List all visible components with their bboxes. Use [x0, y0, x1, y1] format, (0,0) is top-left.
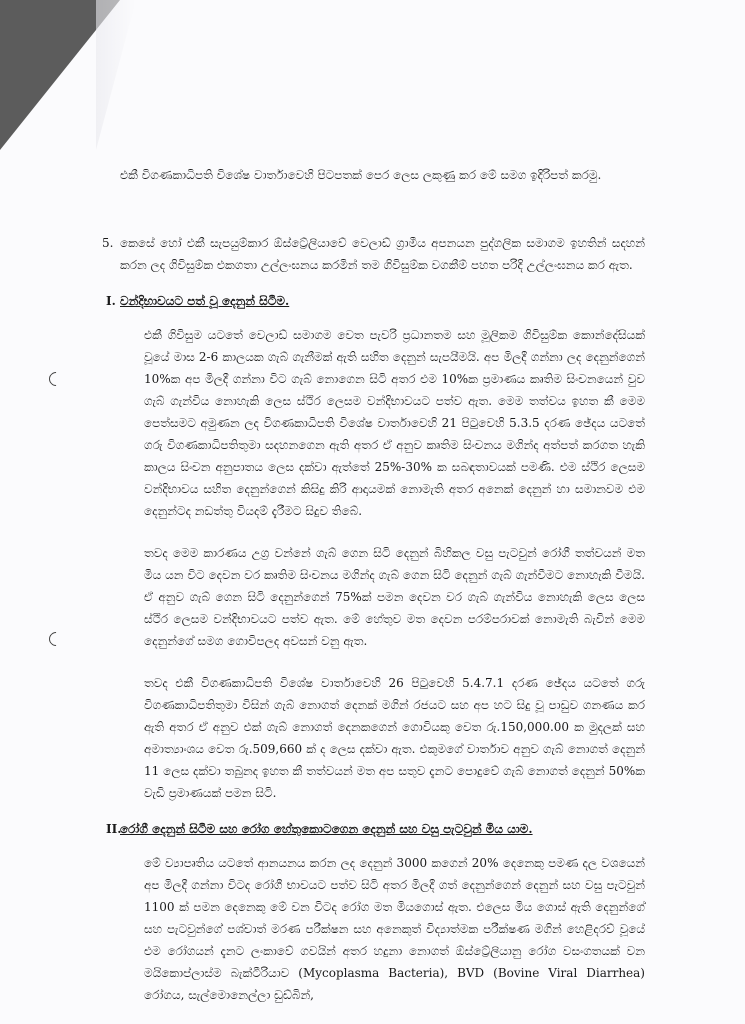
section-2-numeral: II.	[106, 822, 122, 836]
section-1-numeral: I.	[106, 294, 116, 308]
section-1-title: වන්දිභාවයට පත් වූ දෙනුන් සිටීම.	[120, 294, 290, 308]
section-2-paragraph-1: මේ ව්‍යාපෘතිය යටතේ ආනයනය කරන ලද දෙනුන් 3000 කගෙන් 20% දෙනෙකු පමණ දල වශයෙන් අප මිලදී ගන්නා විටද රෝගී භාවයට පත්ව සිටි අතර මිලදී ගත් දෙනුන්ගෙන් දෙනුන් සහ වසු පැටවුන් 1100 ක් පමන දෙනෙකු මේ වන විටද රෝග මත මියගොස් ඇත. එලෙස මිය ගොස් ඇති දෙනුන්ගේ සහ පැටවුන්ගේ පශ්චාත් මරණ පරීක්ෂන සහ අනෙකුත් විද්‍යාත්මක පරීක්ෂණ මගින් හෙළිදරව් වූයේ එම රෝගයන් දැනට ලංකාවේ ගවයින් අතර හදුනා නොගත් ඕස්ට්‍රේලියානු රෝග වසංගතයක් වන මයිකොප්ලාස්ම බැක්ටීරියාව (Mycoplasma Bacteria), BVD (Bovine Viral Diarrhea) රෝගය, සැල්මොනෙල්ලා ඩුඩ්බින්,	[144, 856, 645, 1002]
section-1-paragraph-3: තවද එකී විගණකාධිපති විශේෂ වාර්තාවෙහි 26 පිටුවෙහි 5.4.7.1 දරණ ඡේදය යටතේ ගරු විගණකාධිපතිතුමා විසින් ගැබ් නොගත් දෙනක් මගින් රජයට සහ අප හට සිදු වූ පාඩුව ගනණය කර ඇති අතර ඒ අනුව එක් ගැබ් නොගත් දෙනකගෙන් ගොවියකු වෙත රු.150,000.00 ක මුදලක් සහ අමාත්‍යාංශය වෙත රු.509,660 ක් ද ලෙස දක්වා ඇත. එකුමගේ වාර්තාව අනුව ගැබ් නොගත් දෙනුන් 11 ලෙස දක්වා තබුනද ඉහත කී තත්වයන් මත අප සතුව දැනට පොදුවේ ගැබ් නොගත් දෙනුන් 50%ක වැඩි ප්‍රමාණයක් පමන සිටි.	[144, 676, 645, 800]
punch-hole-top	[46, 369, 66, 389]
section-1-paragraph-2: තවද මෙම කාරණය උග්‍ර වන්නේ ගැබ් ගෙන සිටි දෙනුන් බිහිකල වසු පැටවුන් රෝගී තත්වයන් මත මිය යන විට දෙවන වර කෘතිම සිංචනය මගින්ද ගැබ් ගෙන සිටි දෙනුන් ගැබ් ගැන්වීමට නොහැකි වීමයි. ඒ අනුව ගැබ් ගෙන සිටි දෙනුන්ගෙන් 75%ක් පමන දෙවන වර ගැබ් ගැන්විය නොහැකි ලෙස ලෙස ස්ථිර ලෙසම වන්දිභාවයට පත්ව ඇත. මේ හේතුව මත දෙවන පරම්පරාවක් නොමැති බැවින් මෙම දෙනුන්ගේ සමග ගොවිපලද අවසන් වනු ඇත.	[144, 546, 645, 648]
section-2-title: රෝගී දෙනුන් සිටීම සහ රෝග හේතුකොටගෙන දෙනුන් සහ වසු පැටවුන් මිය යාම.	[120, 822, 533, 836]
item-5-text: කෙසේ හෝ එකී සැපයුම්කාර ඕස්ට්‍රේලියාවේ වෙලාඩ් ග්‍රාමීය අපනයන පුද්ගලික සමාගම ඉහතින් සදහන් කරන ලද ගිවිසුම්ක එකගතා උල්ලංඝනය කරමින් තම ගිවිසුම්ක වගකීම් පහත පරිදි උල්ලංඝනය කර ඇත.	[120, 236, 645, 272]
fold-shadow	[96, 0, 136, 150]
numbered-item-5	[102, 232, 645, 276]
punch-hole-bottom	[46, 629, 66, 649]
section-heading-1	[106, 290, 645, 312]
section-heading-2	[106, 818, 645, 840]
document-body	[102, 150, 645, 1006]
intro-paragraph: එකී විගණකාධිපති විශේෂ වාර්තාවෙහි පිටපතක් පෙර ලෙස ලකුණු කර මේ සමග ඉදිරිපත් කරමු.	[120, 168, 602, 182]
section-1-paragraph-1: එකී ගිවිසුම යටතේ වෙලාඩ් සමාගම වෙත පැවරි ප්‍රධානතම සහ මූලිකම ගිවිසුම්ක කොන්දේසියක් වූයේ මාස 2-6 කාලයක ගැබ් ගැනීමක් ඇති සහිත දෙනුන් සැපයීමයි. අප මිලදී ගන්නා ලද දෙනුන්ගෙන් 10%ක අප මිලදී ගන්නා විට ගැබ් නොගෙන සිටි අතර එම 10%ක ප්‍රමාණය කෘතිම සිංචනයෙන් වුව ගැබ් ගැන්විය නොහැකි ලෙස ස්ථිර ලෙසම වන්දිභාවයට පත්ව ඇත. මෙම තත්වය ඉහත කී මෙම පෙත්සමට අමුණන ලද විගණකාධිපති විශේෂ වාර්තාවෙහි 21 පිටුවෙහි 5.3.5 දරණ ඡේදය යටතේ ගරු විගණකාධිපතිතුමා සදහනගෙන ඇති අතර ඒ අනුව කෘතිම සිංචනය මගින්ද අත්පත් කරගත හැකි කාලය සිංචන අනුපාතය ලෙස දක්වා ඇත්තේ 25%-30% ක සබඳතාවයක් පමණි. එම ස්ථිර ලෙසම වන්දිභාවය සහිත දෙනුන්ගෙන් කිසිදු කිරි ආදායමක් නොමැති අතර අනෙක් දෙනුන් හා සමානවම එම දෙනුන්ටද නඩත්තු වියදම් දැරීමට සිදුව තිබේ.	[144, 328, 645, 518]
item-number: 5.	[102, 236, 114, 250]
